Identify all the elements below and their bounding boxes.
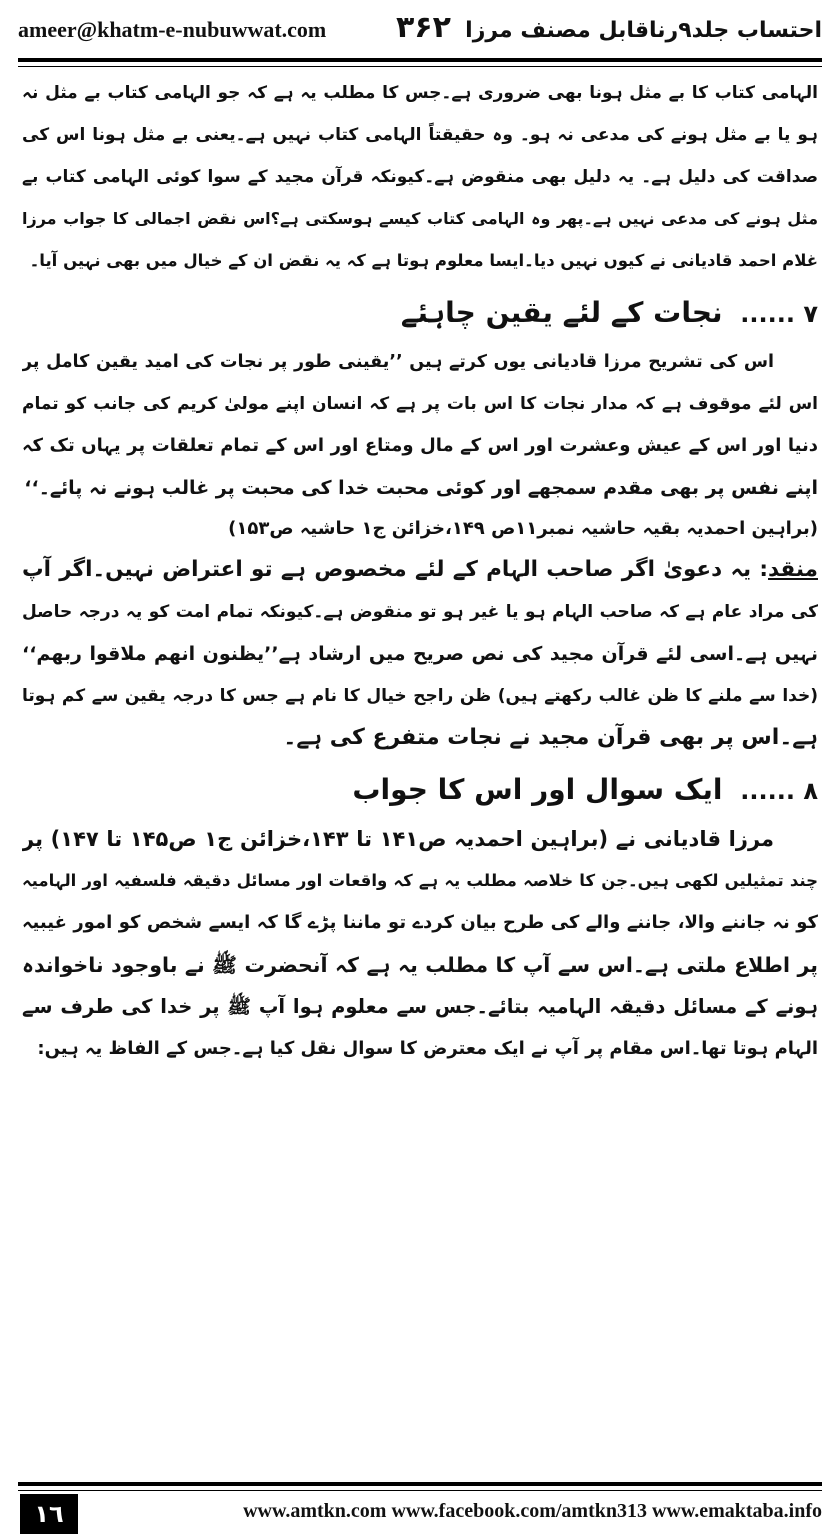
text-line: نہیں ہے۔اسی لئے قرآن مجید کی نص صریح میں ارشاد ہے’’یظنون انهم ملاقوا ربهم‘‘ [22, 643, 818, 665]
section-heading-8 [22, 763, 818, 818]
section-title: ایک سوال اور اس کا جواب [352, 773, 723, 806]
text-line: اس لئے موقوف ہے کہ مدار نجات کا اس بات پر ہے کہ انسان اپنے مولیٰ کریم کی جانب کو تمام [22, 394, 818, 414]
text-line: اس کی تشریح مرزا قادیانی یوں کرتے ہیں ’’یقینی طور پر نجات کی امید یقین کامل پر [22, 352, 774, 372]
section-number: ۷ ...... [740, 300, 818, 328]
footer-rule-thin [18, 1490, 822, 1491]
section-number: ۸ ...... [740, 777, 818, 805]
reference-citation: (براہین احمدیہ بقیہ حاشیہ نمبر۱۱ص ۱۴۹،خزائن ج۱ حاشیہ ص۱۵۳) [228, 518, 818, 539]
text-line: غلام احمد قادیانی نے کیوں نہیں دیا۔ایسا معلوم ہوتا ہے کہ یہ نقض ان کے خیال میں بھی نہیں آیا۔ [29, 251, 818, 270]
text-line: ہو یا بے مثل ہونے کی مدعی نہ ہو۔ وہ حقیقتاً الہامی کتاب نہیں ہے۔یعنی بے مثل ہونا اس کی [22, 125, 818, 145]
text-line: کی مراد عام ہے کہ صاحب الہام ہو یا غیر ہو تو منقوض ہے۔کیونکہ تمام امت کو یہ درجہ حاصل [22, 602, 818, 622]
header-rule-thin [18, 66, 822, 67]
text-line: دنیا اور اس کے عیش وعشرت اور اس کے مال ومتاع اور اس کے تمام تعلقات پر یہاں تک کہ [22, 435, 818, 456]
section-title: نجات کے لئے یقین چاہئے [400, 296, 723, 329]
text-line: مثل ہونے کی مدعی نہیں ہے۔پھر وہ الہامی کتاب کیسے ہوسکتی ہے؟اس نقض اجمالی کا جواب مرزا [22, 209, 818, 228]
header-page-number: ۳۶۲ [396, 10, 451, 45]
text-line: (خدا سے ملنے کا ظن غالب رکھتے ہیں) ظن راجح خیال کا نام ہے جس کا درجہ یقین سے کم ہوتا [22, 686, 818, 706]
page-header [18, 6, 822, 54]
text-line: پر اطلاع ملتی ہے۔اس سے آپ کا مطلب یہ ہے کہ آنحضرت ﷺ نے باوجود ناخواندہ [22, 953, 818, 977]
critic-label: منقد [768, 557, 818, 582]
header-book-title: احتساب جلد۹رناقابل مصنف مرزا [465, 17, 822, 43]
text-line: اپنے نفس پر بھی مقدم سمجھے اور کوئی محبت خدا کی محبت پر غالب ہونے نہ پائے۔‘‘ [24, 477, 818, 499]
page-body [22, 72, 818, 1070]
text-line: کو نہ جاننے والا، جاننے والے کی طرح بیان کردے تو ماننا پڑے گا کہ ایسے شخص کو امور غیبیہ [22, 912, 818, 933]
footer-page-number: ١٦ [20, 1494, 78, 1534]
text-line: چند تمثیلیں لکھی ہیں۔جن کا خلاصہ مطلب یہ ہے کہ واقعات اور مسائل دقیقہ فلسفیہ اور الہامیہ [22, 871, 818, 890]
text-line: مرزا قادیانی نے (براہین احمدیہ ص۱۴۱ تا ۱۴۳،خزائن ج۱ ص۱۴۵ تا ۱۴۷) پر [22, 827, 775, 851]
header-email: ameer@khatm-e-nubuwwat.com [18, 17, 327, 42]
text-line: ہے۔اس پر بھی قرآن مجید نے نجات متفرع کی ہے۔ [283, 725, 818, 750]
footer-rule-thick [18, 1482, 822, 1486]
text-line: ہونے کے مسائل دقیقہ الہامیہ بتائے۔جس سے معلوم ہوا آپ ﷺ پر خدا کی طرف سے [22, 995, 818, 1018]
header-rule-thick [18, 58, 822, 62]
text-line: صداقت کی دلیل ہے۔ یہ دلیل بھی منقوض ہے۔کیونکہ قرآن مجید کے سوا کوئی الہامی کتاب بے [22, 167, 818, 187]
text-line [22, 549, 818, 591]
critic-text: : یہ دعویٰ اگر صاحب الہام کے لئے مخصوص ہے تو اعتراض نہیں۔اگر آپ [22, 557, 769, 582]
text-line: الہام ہوتا تھا۔اس مقام پر آپ نے ایک معترض کا سوال نقل کیا ہے۔جس کے الفاظ یہ ہیں: [37, 1038, 818, 1059]
section-heading-7 [22, 286, 818, 341]
text-line: الہامی کتاب کا بے مثل ہونا بھی ضروری ہے۔جس کا مطلب یہ ہے کہ جو الہامی کتاب بے مثل نہ [22, 83, 818, 103]
footer-website-links: www.amtkn.com www.facebook.com/amtkn313 www.emaktaba.info [243, 1500, 822, 1522]
